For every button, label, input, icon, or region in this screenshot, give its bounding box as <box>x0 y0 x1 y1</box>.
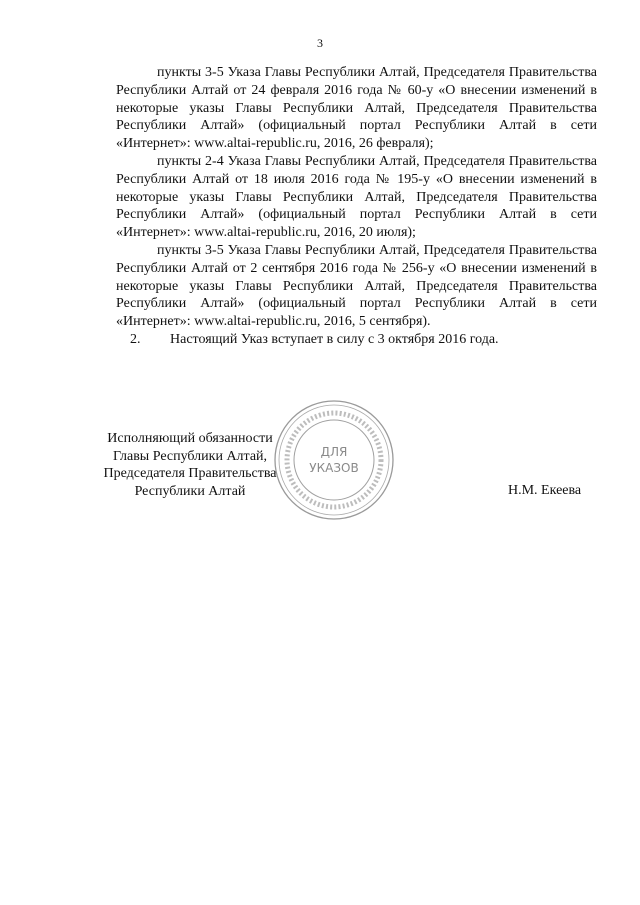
item-2 <box>116 331 597 349</box>
signature-title-line: Председателя Правительства <box>103 466 277 482</box>
item-2-text: Настоящий Указ вступает в силу с 3 октября 2016 года. <box>170 331 499 347</box>
signature-title-line: Республики Алтай <box>134 483 246 499</box>
signatory-name: Н.М. Екеева <box>508 483 582 498</box>
signature-title <box>90 430 290 500</box>
document-body <box>116 64 597 349</box>
paragraph-repeal-195u: пункты 2-4 Указа Главы Республики Алтай, Председателя Правительства Республики Алтай от 18 июля 2016 года № 195-у «О внесении изменений в некоторые указы Главы Республики Алтай, Председателя Правительства Республики Алтай» (официальный портал Республики Алтай в сети «Интернет»: www.altai-republic.ru, 2016, 20 июля); <box>116 153 597 241</box>
paragraph-repeal-60u: пункты 3-5 Указа Главы Республики Алтай, Председателя Правительства Республики Алтай от 24 февраля 2016 года № 60-у «О внесении изменений в некоторые указы Главы Республики Алтай, Председателя Правительства Республики Алтай» (официальный портал Республики Алтай в сети «Интернет»: www.altai-republic.ru, 2016, 26 февраля); <box>116 65 597 152</box>
item-2-number: 2. <box>130 331 141 347</box>
stamp-text-line2: УКАЗОВ <box>309 461 359 475</box>
page-number: 3 <box>317 36 323 50</box>
official-stamp-seal <box>272 398 396 522</box>
signature-title-line: Исполняющий обязанности <box>107 431 273 446</box>
paragraph-repeal-256u: пункты 3-5 Указа Главы Республики Алтай, Председателя Правительства Республики Алтай от 2 сентября 2016 года № 256-у «О внесении изменений в некоторые указы Главы Республики Алтай, Председателя Правительства Республики Алтай» (официальный портал Республики Алтай в сети «Интернет»: www.altai-republic.ru, 2016, 5 сентября). <box>116 242 597 330</box>
signature-title-line: Главы Республики Алтай, <box>112 448 268 464</box>
stamp-text-line1: ДЛЯ <box>320 445 348 459</box>
